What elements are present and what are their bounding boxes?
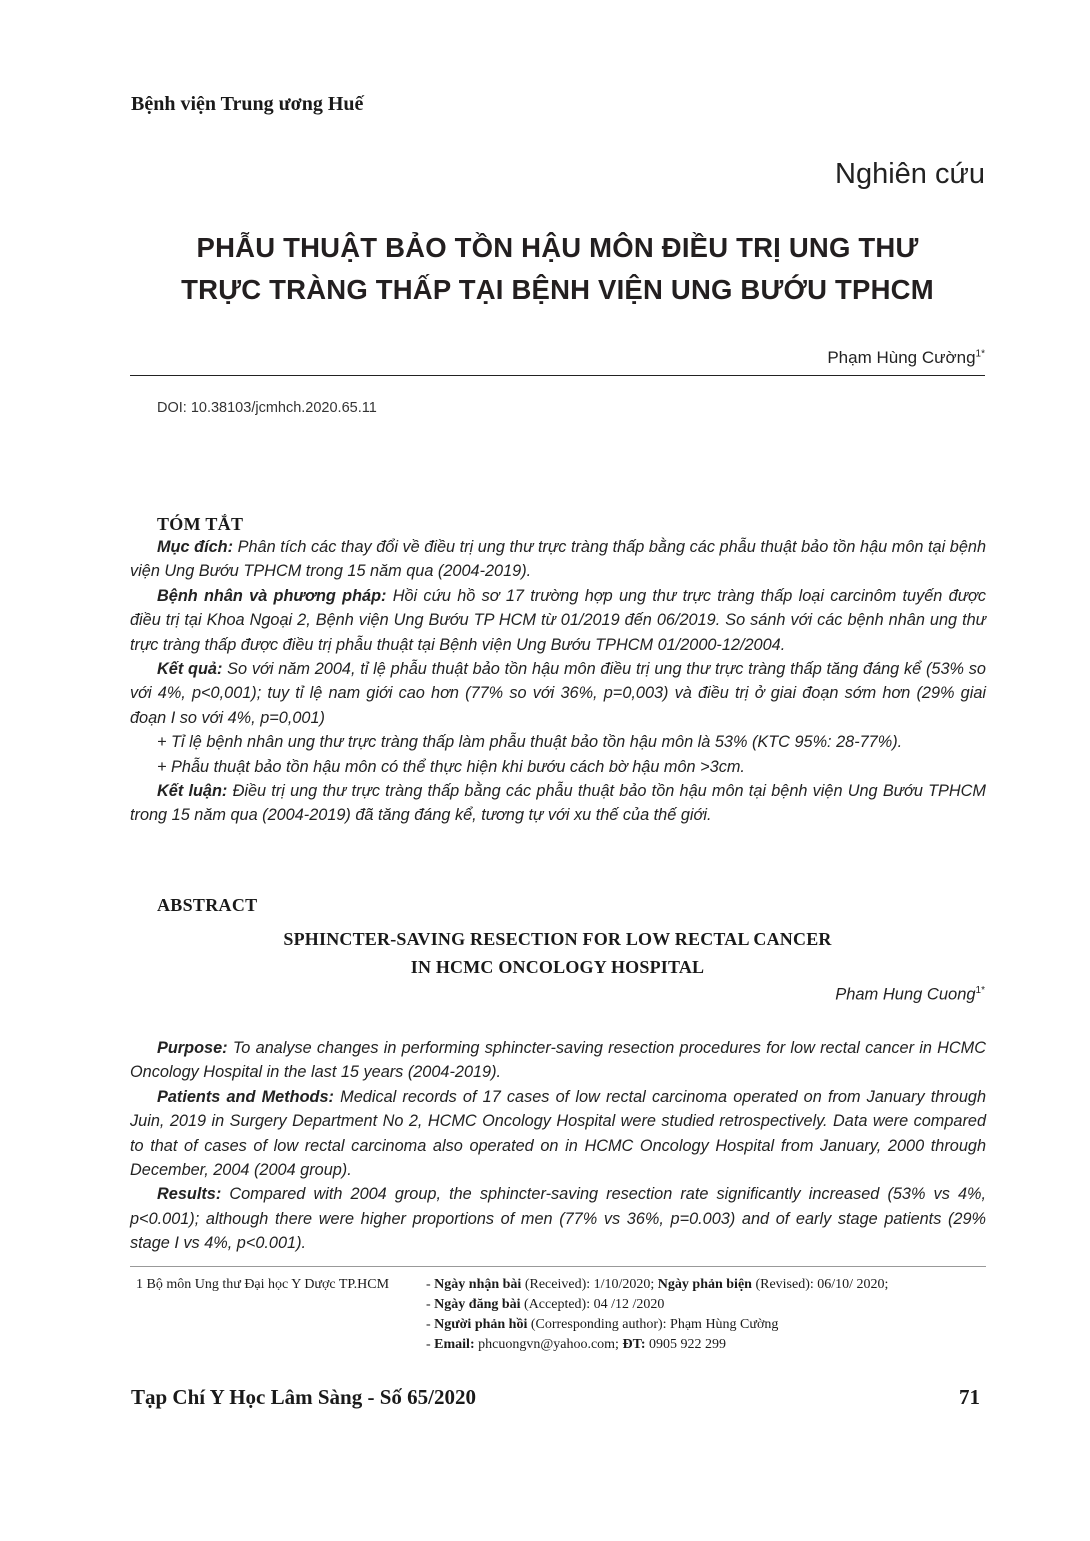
abstract-purpose-text: To analyse changes in performing sphincter-saving resection procedures for low rectal cancer in HCMC Oncology Hospital in the last 15 years (2004-2019). (130, 1039, 986, 1082)
corresponding-label: Người phản hồi (434, 1317, 528, 1332)
summary-results-label: Kết quả: (157, 660, 223, 679)
note-corresponding-author (426, 1315, 986, 1335)
abstract-title-line-1: SPHINCTER-SAVING RESECTION FOR LOW RECTAL CANCER (283, 929, 832, 949)
abstract-results-text: Compared with 2004 group, the sphincter-saving resection rate significantly increased (53% vs 4%, p<0.001); although there were higher proportions of men (77% vs 36%, p=0.003) and of early stage patients (29% stage I vs 4%, p<0.001). (130, 1185, 986, 1253)
received-label: Ngày nhận bài (434, 1277, 522, 1292)
journal-name: Tạp Chí Y Học Lâm Sàng - Số 65/2020 (131, 1385, 476, 1409)
email-value: phcuongvn@yahoo.com; (474, 1337, 623, 1352)
summary-bullet-2: + Phẫu thuật bảo tồn hậu môn có thể thực hiện khi bướu cách bờ hậu môn >3cm. (157, 757, 745, 776)
summary-heading: TÓM TẮT (157, 514, 244, 534)
doi: DOI: 10.38103/jcmhch.2020.65.11 (157, 400, 377, 416)
summary-purpose (130, 535, 986, 584)
note-dash: - (426, 1297, 435, 1312)
note-dash: - (426, 1337, 435, 1352)
affiliation-footnote: 1 Bộ môn Ung thư Đại học Y Dược TP.HCM (136, 1277, 390, 1292)
abstract-methods-label: Patients and Methods: (157, 1087, 334, 1106)
accepted-value: (Accepted): 04 /12 /2020 (520, 1297, 665, 1312)
note-dash: - (426, 1317, 435, 1332)
article-notes (426, 1275, 986, 1355)
revised-value: (Revised): 06/10/ 2020; (751, 1277, 889, 1292)
abstract-purpose-label: Purpose: (157, 1039, 228, 1057)
abstract-heading: ABSTRACT (157, 895, 258, 915)
author-name: Phạm Hùng Cường (827, 348, 976, 367)
abstract-body (130, 1036, 986, 1256)
summary-results-text: So với năm 2004, tỉ lệ phẫu thuật bảo tồn hậu môn điều trị ung thư trực tràng thấp tăng đáng kể (53% so với 4%, p<0,001); tuy tỉ lệ nam giới cao hơn (77% so với 36%, p=0,003) và điều trị ở giai đoạn sớm hơn (29% giai đoạn I so với 4%, p=0,001) (130, 660, 986, 727)
note-dates-received (426, 1275, 986, 1295)
author-line (827, 348, 985, 368)
summary-purpose-label: Mục đích: (157, 538, 234, 556)
summary-conclusion-label: Kết luận: (157, 782, 228, 801)
abstract-results-label: Results: (157, 1185, 222, 1204)
abstract-title (130, 925, 985, 981)
summary-methods-label: Bệnh nhân và phương pháp: (157, 586, 387, 605)
phone-value: 0905 922 299 (645, 1337, 727, 1352)
article-title-line-1: PHẪU THUẬT BẢO TỒN HẬU MÔN ĐIỀU TRỊ UNG THƯ (196, 232, 919, 263)
abstract-purpose (130, 1036, 986, 1085)
article-title-line-2: TRỰC TRÀNG THẤP TẠI BỆNH VIỆN UNG BƯỚU TPHCM (181, 274, 934, 305)
phone-label: ĐT: (622, 1337, 646, 1352)
page-number: 71 (959, 1385, 980, 1409)
note-date-accepted (426, 1295, 986, 1315)
article-title (130, 227, 985, 311)
revised-label: Ngày phản biện (657, 1277, 752, 1292)
received-value: (Received): 1/10/2020; (521, 1277, 658, 1292)
summary-conclusion-text: Điều trị ung thư trực tràng thấp bằng các phẫu thuật bảo tồn hậu môn tại bệnh viện Ung Bướu TPHCM trong 15 năm qua (2004-2019) đã tăng đáng kể, tương tự với xu thế của thế giới. (130, 782, 986, 825)
note-dash: - (426, 1277, 435, 1292)
email-label: Email: (434, 1337, 475, 1352)
summary-methods (130, 584, 986, 657)
abstract-author-line (835, 985, 985, 1005)
footnote-divider (130, 1266, 986, 1267)
accepted-label: Ngày đăng bài (434, 1297, 521, 1312)
corresponding-value: (Corresponding author): Phạm Hùng Cường (527, 1317, 779, 1332)
header-divider (130, 375, 985, 376)
abstract-author-name: Pham Hung Cuong (835, 985, 976, 1004)
vietnamese-summary (130, 514, 986, 828)
section-label: Nghiên cứu (835, 158, 985, 190)
summary-methods-text: Hồi cứu hồ sơ 17 trường hợp ung thư trực tràng thấp loại carcinôm tuyến được điều trị tại Khoa Ngoại 2, Bệnh viện Ung Bướu TP HCM từ 01/2019 đến 06/2019. So sánh với các bệnh nhân ung thư trực tràng thấp được điều trị phẫu thuật tại Bệnh viện Ung Bướu TPHCM 01/2000-12/2004. (130, 586, 986, 654)
author-affiliation-mark: 1* (975, 348, 985, 360)
summary-results (130, 657, 986, 730)
abstract-methods-text: Medical records of 17 cases of low rectal carcinoma operated on from January through Juin, 2019 in Surgery Department No 2, HCMC Oncology Hospital were studied retrospectively. Data were compared to that of cases of low rectal carcinoma also operated on in HCMC Oncology Hospital from January, 2000 through December, 2004 (2004 group). (130, 1087, 986, 1180)
summary-conclusion (130, 779, 986, 828)
abstract-author-mark: 1* (975, 985, 985, 996)
abstract-title-line-2: IN HCMC ONCOLOGY HOSPITAL (410, 957, 705, 977)
abstract-results (130, 1182, 986, 1255)
summary-bullet-1: + Tỉ lệ bệnh nhân ung thư trực tràng thấp làm phẫu thuật bảo tồn hậu môn là 53% (KTC 95%: 28-77%). (157, 733, 903, 752)
abstract-methods (130, 1085, 986, 1183)
note-contact (426, 1335, 986, 1355)
running-head: Bệnh viện Trung ương Huế (131, 93, 364, 115)
summary-purpose-text: Phân tích các thay đổi về điều trị ung thư trực tràng thấp bằng các phẫu thuật bảo tồn hậu môn tại bệnh viện Ung Bướu TPHCM trong 15 năm qua (2004-2019). (130, 538, 987, 581)
